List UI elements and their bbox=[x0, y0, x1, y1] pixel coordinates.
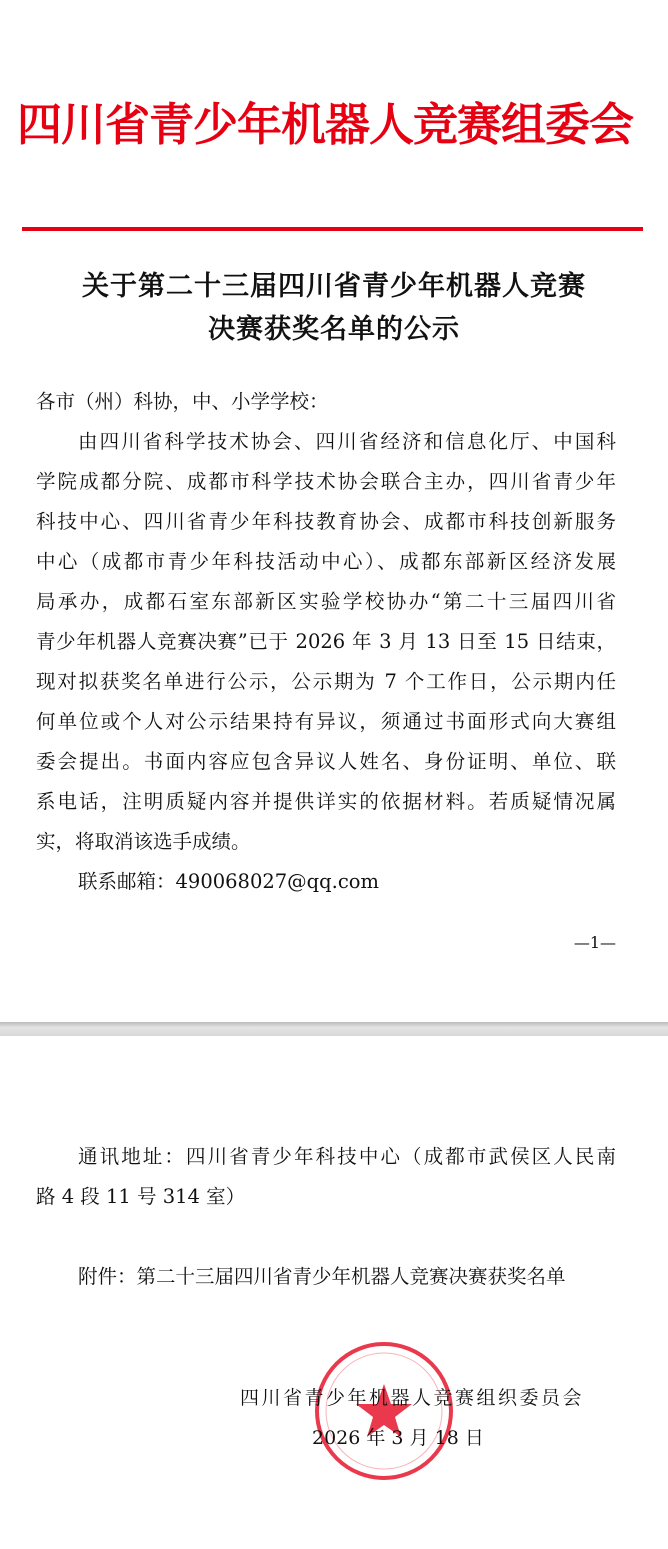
body-line: 中心（成都市青少年科技活动中心）、成都东部新区经济发展 bbox=[36, 550, 616, 573]
page-separator bbox=[0, 1022, 668, 1036]
body-line: 现对拟获奖名单进行公示，公示期为 7 个工作日，公示期内任 bbox=[36, 670, 616, 693]
body-line: 局承办，成都石室东部新区实验学校协办“第二十三届四川省 bbox=[36, 590, 616, 613]
attachment-note: 附件：第二十三届四川省青少年机器人竞赛决赛获奖名单 bbox=[78, 1265, 566, 1288]
address-line-2: 路 4 段 11 号 314 室） bbox=[36, 1185, 246, 1208]
body-line: 学院成都分院、成都市科学技术协会联合主办，四川省青少年 bbox=[36, 470, 616, 493]
signature-date: 2026 年 3 月 18 日 bbox=[312, 1427, 484, 1449]
signature-org: 四川省青少年机器人竞赛组织委员会 bbox=[240, 1387, 585, 1409]
body-line: 科技中心、四川省青少年科技教育协会、成都市科技创新服务 bbox=[36, 510, 616, 533]
salutation: 各市（州）科协，中、小学学校： bbox=[36, 390, 329, 413]
body-line: 何单位或个人对公示结果持有异议，须通过书面形式向大赛组 bbox=[36, 710, 616, 733]
body-line: 委会提出。书面内容应包含异议人姓名、身份证明、单位、联 bbox=[36, 750, 616, 773]
body-line: 青少年机器人竞赛决赛”已于 2026 年 3 月 13 日至 15 日结束， bbox=[36, 630, 616, 653]
doc-title-line-2: 决赛获奖名单的公示 bbox=[208, 314, 460, 345]
contact-email: 联系邮箱：490068027@qq.com bbox=[78, 870, 379, 893]
official-seal bbox=[313, 1340, 455, 1482]
page-number: —1— bbox=[573, 933, 616, 952]
doc-title-line-1: 关于第二十三届四川省青少年机器人竞赛 bbox=[82, 271, 586, 302]
body-line: 实，将取消该选手成绩。 bbox=[36, 830, 251, 853]
red-divider bbox=[22, 227, 643, 231]
issuer-header: 四川省青少年机器人竞赛组委会 bbox=[16, 98, 633, 151]
body-line: 系电话，注明质疑内容并提供详实的依据材料。若质疑情况属 bbox=[36, 790, 616, 813]
address-line-1: 通讯地址：四川省青少年科技中心（成都市武侯区人民南 bbox=[78, 1145, 616, 1168]
body-line: 由四川省科学技术协会、四川省经济和信息化厅、中国科 bbox=[78, 430, 616, 453]
